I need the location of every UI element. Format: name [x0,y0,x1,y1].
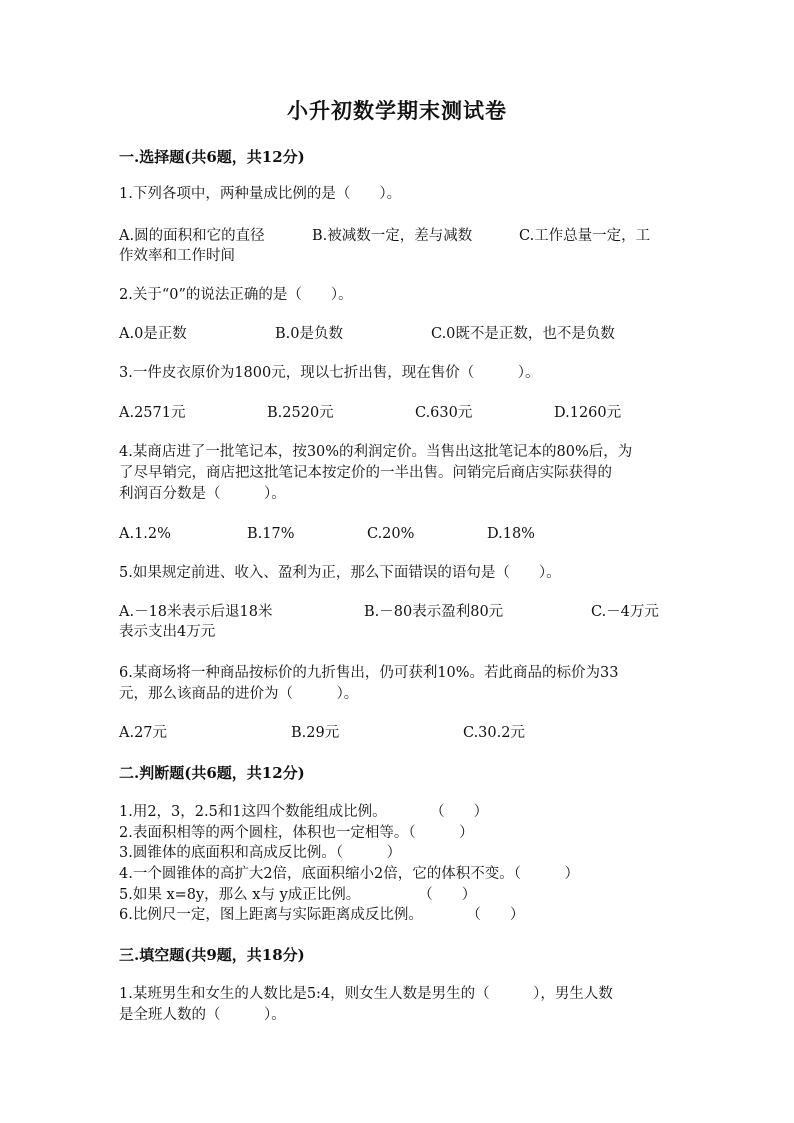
option-a: A.2571元 [119,405,186,421]
option-d: D.1260元 [554,405,622,421]
option-c: C.0既不是正数，也不是负数 [431,326,615,342]
choice-options-1 [119,226,679,247]
option-a: A.－18米表示后退18米 [119,604,273,620]
choice-question-6-line-1: 6.某商场将一种商品按标价的九折售出，仍可获利10%。若此商品的标价为33 [119,665,619,681]
fill-question-1-line-1: 1.某班男生和女生的人数比是5:4，则女生人数是男生的（ ），男生人数 [119,986,613,1002]
option-c: C.－4万元 [591,604,659,620]
choice-question-4-line-1: 4.某商店进了一批笔记本，按30%的利润定价。当售出这批笔记本的80%后，为 [119,444,633,460]
option-b: B.被减数一定，差与减数 [312,228,473,244]
option-c: C.630元 [415,405,473,421]
choice-question-6-line-2: 元，那么该商品的进价为（ ）。 [119,686,359,702]
choice-question-5: 5.如果规定前进、收入、盈利为正，那么下面错误的语句是（ ）。 [119,565,561,581]
judge-item-4: 4.一个圆锥体的高扩大2倍，底面积缩小2倍，它的体积不变。（ ） [119,866,580,882]
section-heading-judge: 二.判断题(共6题，共12分) [119,764,305,782]
option-b: B.29元 [291,725,340,741]
choice-options-3 [119,403,679,424]
section-heading-fill: 三.填空题(共9题，共18分) [119,946,305,964]
option-c: C.工作总量一定，工 [519,228,651,244]
choice-options-5 [119,602,679,623]
judge-item-6: 6.比例尺一定，图上距离与实际距离成反比例。 （ ） [119,907,525,923]
choice-option-1-wrap: 作效率和工作时间 [119,248,235,264]
option-b: B.－80表示盈利80元 [364,604,504,620]
choice-option-5-wrap: 表示支出4万元 [119,624,216,640]
section-heading-choice: 一.选择题(共6题，共12分) [119,148,305,166]
choice-options-6 [119,723,679,744]
choice-options-4 [119,524,679,545]
option-d: D.18% [487,526,535,542]
choice-options-2 [119,324,679,345]
option-c: C.30.2元 [463,725,525,741]
fill-question-1-line-2: 是全班人数的（ ）。 [119,1007,286,1023]
option-c: C.20% [367,526,415,542]
option-a: A.圆的面积和它的直径 [119,228,265,244]
option-b: B.0是负数 [275,326,343,342]
judge-item-3: 3.圆锥体的底面积和高成反比例。（ ） [119,845,402,861]
choice-question-1: 1.下列各项中，两种量成比例的是（ ）。 [119,186,402,202]
option-a: A.0是正数 [119,326,187,342]
option-a: A.1.2% [119,526,171,542]
choice-question-2: 2.关于“0”的说法正确的是（ ）。 [119,287,353,303]
option-a: A.27元 [119,725,168,741]
choice-question-3: 3.一件皮衣原价为1800元，现以七折出售，现在售价（ ）。 [119,365,540,381]
judge-item-1: 1.用2，3，2.5和1这四个数能组成比例。 （ ） [119,804,489,820]
choice-question-4-line-2: 了尽早销完，商店把这批笔记本按定价的一半出售。问销完后商店实际获得的 [119,465,612,481]
option-b: B.17% [247,526,295,542]
option-b: B.2520元 [267,405,334,421]
exam-title: 小升初数学期末测试卷 [287,98,507,123]
judge-item-2: 2.表面积相等的两个圆柱，体积也一定相等。（ ） [119,825,474,841]
choice-question-4-line-3: 利润百分数是（ ）。 [119,486,286,502]
judge-item-5: 5.如果 x=8y，那么 x与 y成正比例。 （ ） [119,887,477,903]
